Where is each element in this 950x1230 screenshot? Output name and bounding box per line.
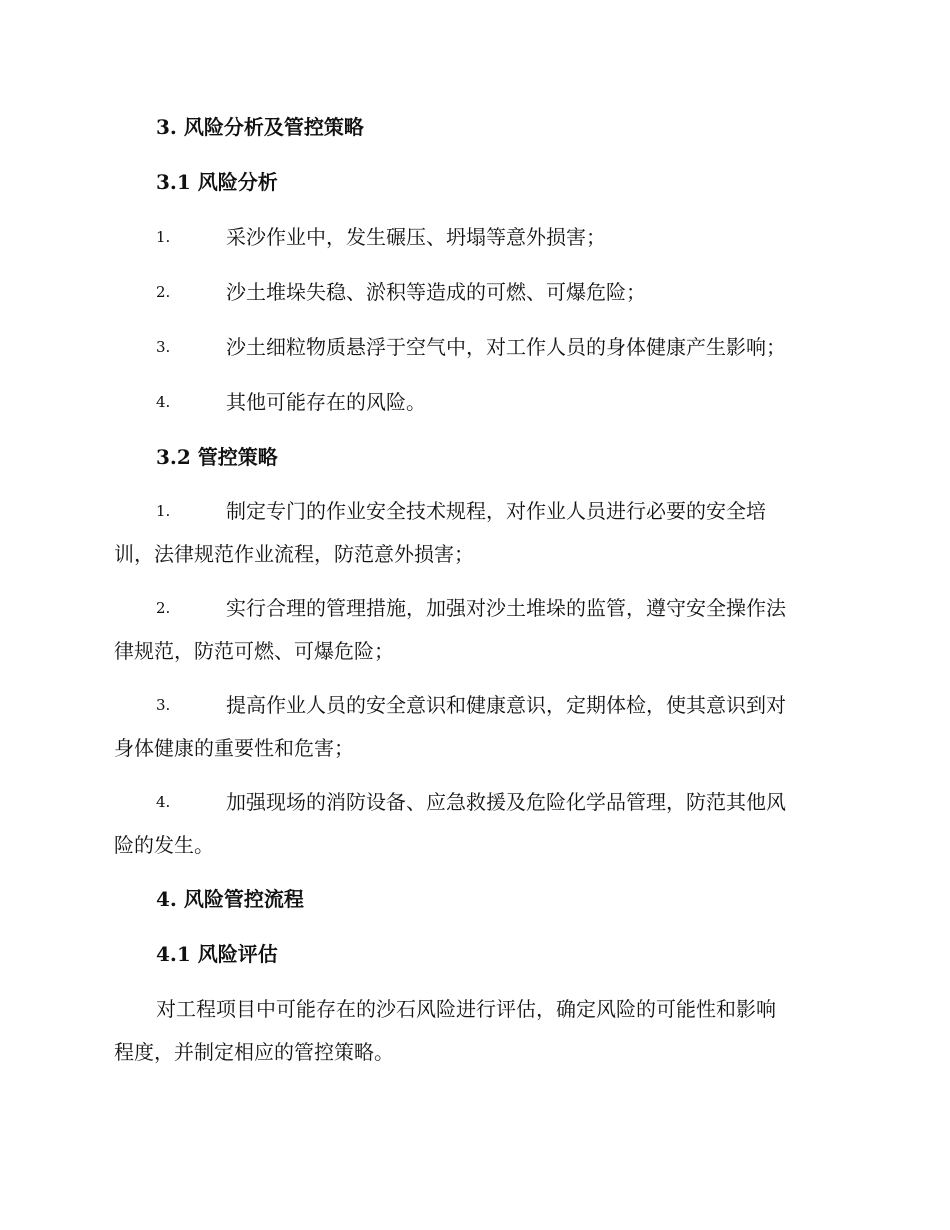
- list-number: 1.: [156, 502, 171, 520]
- list-text-continued: 律规范，防范可燃、可爆危险；: [114, 639, 394, 663]
- list-number: 3.: [156, 696, 171, 714]
- list-text-continued: 身体健康的重要性和危害；: [114, 736, 354, 760]
- section-3-1-heading: 3.1 风险分析: [156, 170, 278, 194]
- list-text: 沙土细粒物质悬浮于空气中，对工作人员的身体健康产生影响；: [226, 335, 786, 359]
- paragraph-line: 对工程项目中可能存在的沙石风险进行评估，确定风险的可能性和影响: [156, 997, 776, 1021]
- list-number: 4.: [156, 393, 171, 411]
- list-number: 3.: [156, 338, 171, 356]
- list-text: 制定专门的作业安全技术规程，对作业人员进行必要的安全培: [226, 499, 766, 523]
- section-3-2-heading: 3.2 管控策略: [156, 445, 278, 469]
- list-number: 2.: [156, 599, 171, 617]
- paragraph-line-continued: 程度，并制定相应的管控策略。: [114, 1040, 394, 1064]
- list-text: 加强现场的消防设备、应急救援及危险化学品管理，防范其他风: [226, 790, 786, 814]
- section-4-heading: 4. 风险管控流程: [156, 887, 304, 911]
- list-text: 沙土堆垛失稳、淤积等造成的可燃、可爆危险；: [226, 280, 646, 304]
- list-text-continued: 险的发生。: [114, 833, 214, 857]
- list-text: 采沙作业中，发生碾压、坍塌等意外损害；: [226, 225, 606, 249]
- list-text: 提高作业人员的安全意识和健康意识，定期体检，使其意识到对: [226, 693, 786, 717]
- list-number: 2.: [156, 283, 171, 301]
- list-text: 实行合理的管理措施，加强对沙土堆垛的监管，遵守安全操作法: [226, 596, 786, 620]
- list-number: 4.: [156, 793, 171, 811]
- list-text: 其他可能存在的风险。: [226, 390, 426, 414]
- section-3-heading: 3. 风险分析及管控策略: [156, 115, 364, 139]
- list-text-continued: 训，法律规范作业流程，防范意外损害；: [114, 542, 474, 566]
- list-number: 1.: [156, 228, 171, 246]
- section-4-1-heading: 4.1 风险评估: [156, 942, 278, 966]
